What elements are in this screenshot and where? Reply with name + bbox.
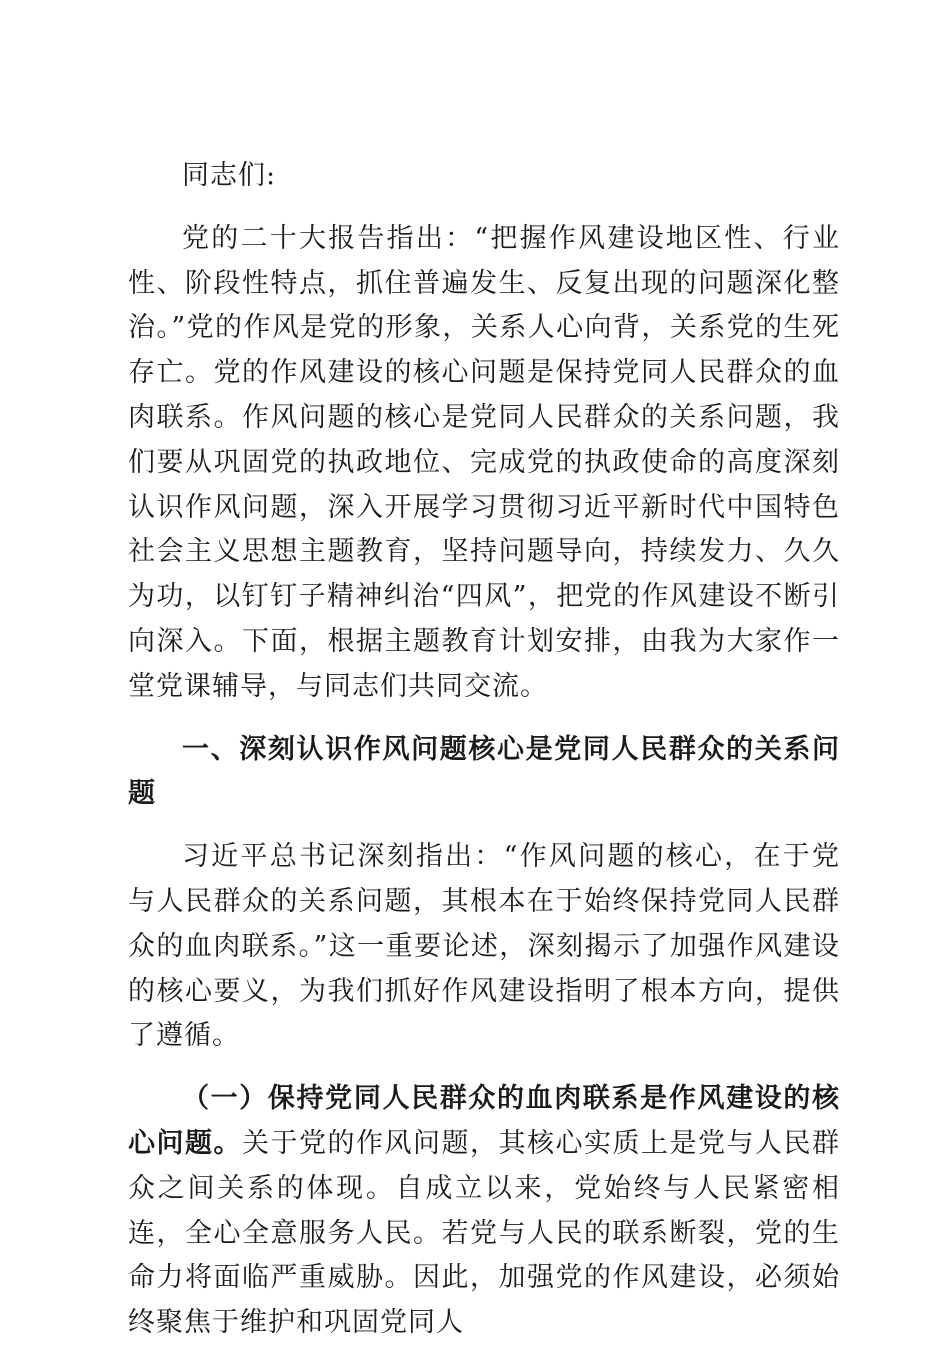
subsection-lead: （一）保持党同人民群众的血肉联系是作风建设的核心问题。 xyxy=(128,1083,840,1159)
subsection-paragraph xyxy=(128,1077,840,1346)
subsection-body: 关于党的作风问题，其核心实质上是党与人民群众之间关系的体现。自成立以来，党始终与人民紧密相连，全心全意服务人民。若党与人民的联系断裂，党的生命力将面临严重威胁。因此，加强党的作风建设，必须始终聚焦于维护和巩固党同人 xyxy=(128,1127,840,1339)
intro-paragraph: 党的二十大报告指出：“把握作风建设地区性、行业性、阶段性特点，抓住普遍发生、反复出现的问题深化整治。”党的作风是党的形象，关系人心向背，关系党的生死存亡。党的作风建设的核心问题是保持党同人民群众的血肉联系。作风问题的核心是党同人民群众的关系问题，我们要从巩固党的执政地位、完成党的执政使命的高度深刻认识作风问题，深入开展学习贯彻习近平新时代中国特色社会主义思想主题教育，坚持问题导向，持续发力、久久为功，以钉钉子精神纠治“四风”，把党的作风建设不断引向深入。下面，根据主题教育计划安排，由我为大家作一堂党课辅导，与同志们共同交流。 xyxy=(128,222,840,702)
salutation: 同志们: xyxy=(182,160,277,191)
document-body xyxy=(128,154,840,1346)
section-paragraph: 习近平总书记深刻指出：“作风问题的核心，在于党与人民群众的关系问题，其根本在于始终保持党同人民群众的血肉联系。”这一重要论述，深刻揭示了加强作风建设的核心要义，为我们抓好作风建设指明了根本方向，提供了遵循。 xyxy=(128,841,840,1052)
section-heading: 一、深刻认识作风问题核心是党同人民群众的关系问题 xyxy=(128,733,840,810)
